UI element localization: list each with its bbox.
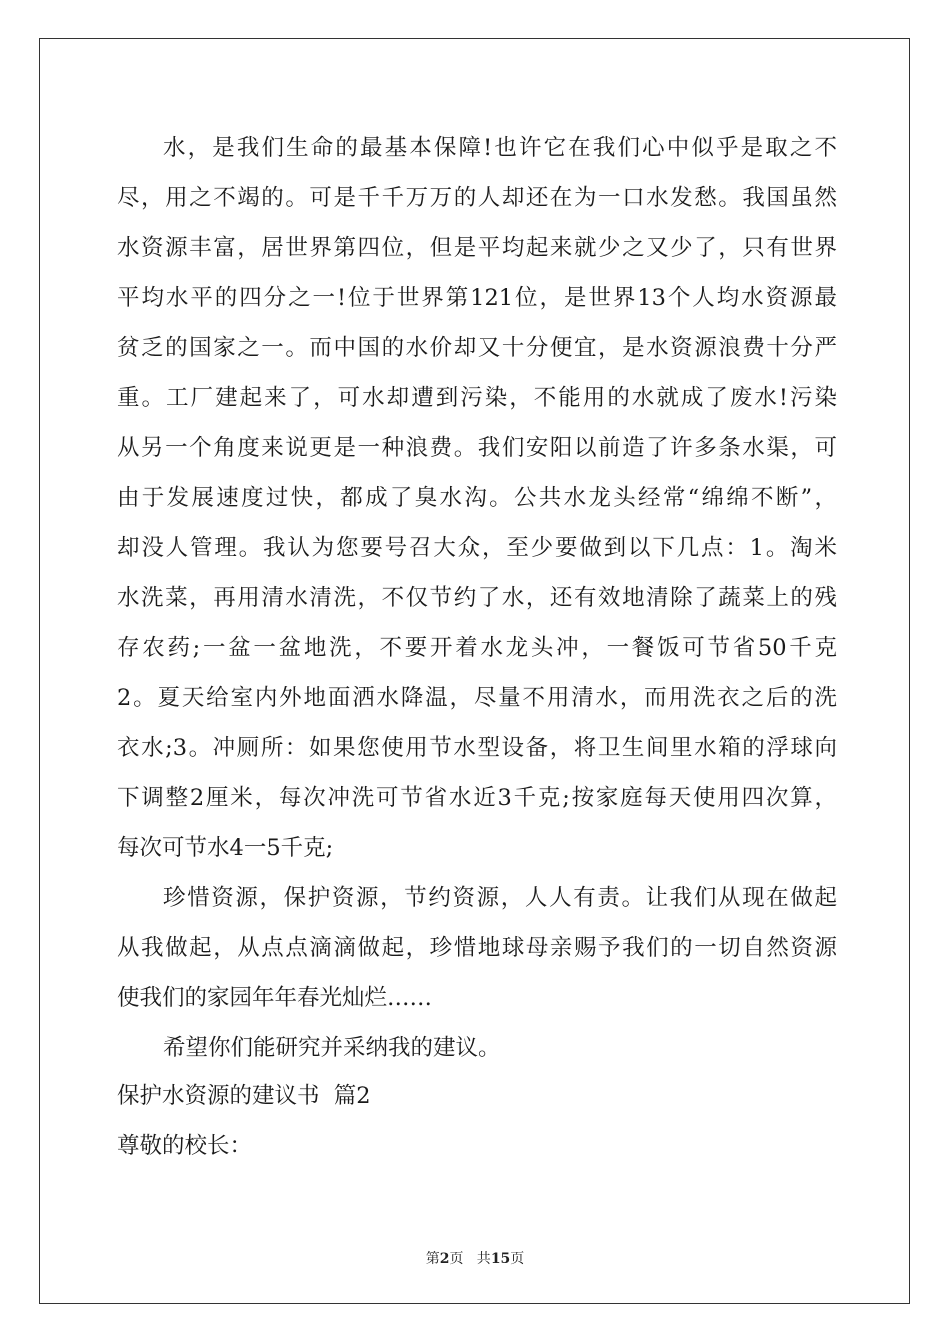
paragraph-line: 重。工厂建起来了，可水却遭到污染，不能用的水就成了废水!污染 <box>117 385 837 411</box>
salutation: 尊敬的校长： <box>117 1133 253 1159</box>
paragraph-line: 从我做起，从点点滴滴做起，珍惜地球母亲赐予我们的一切自然资源 <box>117 935 837 961</box>
page-footer <box>0 1248 950 1268</box>
paragraph-line: 存农药;一盆一盆地洗，不要开着水龙头冲，一餐饭可节省50千克 <box>117 635 837 661</box>
paragraph-line: 使我们的家园年年春光灿烂…… <box>117 985 433 1011</box>
paragraph-line: 水资源丰富，居世界第四位，但是平均起来就少之又少了，只有世界 <box>117 235 837 261</box>
total-pages: 15 <box>490 1251 511 1267</box>
footer-suffix: 页 <box>510 1251 525 1267</box>
paragraph-line: 下调整2厘米，每次冲洗可节省水近3千克;按家庭每天使用四次算， <box>117 785 837 811</box>
paragraph-line: 每次可节水4一5千克; <box>117 835 334 861</box>
paragraph-line: 平均水平的四分之一!位于世界第121位，是世界13个人均水资源最 <box>117 285 837 311</box>
paragraph-line: 尽，用之不竭的。可是千千万万的人却还在为一口水发愁。我国虽然 <box>117 185 837 211</box>
paragraph-line: 衣水;3。冲厕所：如果您使用节水型设备，将卫生间里水箱的浮球向 <box>117 735 837 761</box>
paragraph-line: 水洗菜，再用清水清洗，不仅节约了水，还有效地清除了蔬菜上的残 <box>117 585 837 611</box>
paragraph-line: 却没人管理。我认为您要号召大众，至少要做到以下几点：1。淘米 <box>117 535 837 561</box>
page-border <box>39 38 910 1304</box>
section-title: 保护水资源的建议书 篇2 <box>117 1083 371 1109</box>
paragraph-line: 由于发展速度过快，都成了臭水沟。公共水龙头经常“绵绵不断”， <box>117 485 837 511</box>
paragraph-line: 2。夏天给室内外地面洒水降温，尽量不用清水，而用洗衣之后的洗 <box>117 685 837 711</box>
page-number: 2 <box>439 1251 450 1267</box>
paragraph-line: 希望你们能研究并采纳我的建议。 <box>163 1035 501 1061</box>
footer-prefix: 第 <box>425 1251 440 1267</box>
paragraph-line: 珍惜资源，保护资源，节约资源，人人有责。让我们从现在做起 <box>163 885 837 911</box>
paragraph-line: 从另一个角度来说更是一种浪费。我们安阳以前造了许多条水渠，可 <box>117 435 837 461</box>
paragraph-line: 水，是我们生命的最基本保障!也许它在我们心中似乎是取之不 <box>163 135 837 161</box>
paragraph-line: 贫乏的国家之一。而中国的水价却又十分便宜，是水资源浪费十分严 <box>117 335 837 361</box>
footer-mid: 页 共 <box>449 1251 491 1267</box>
